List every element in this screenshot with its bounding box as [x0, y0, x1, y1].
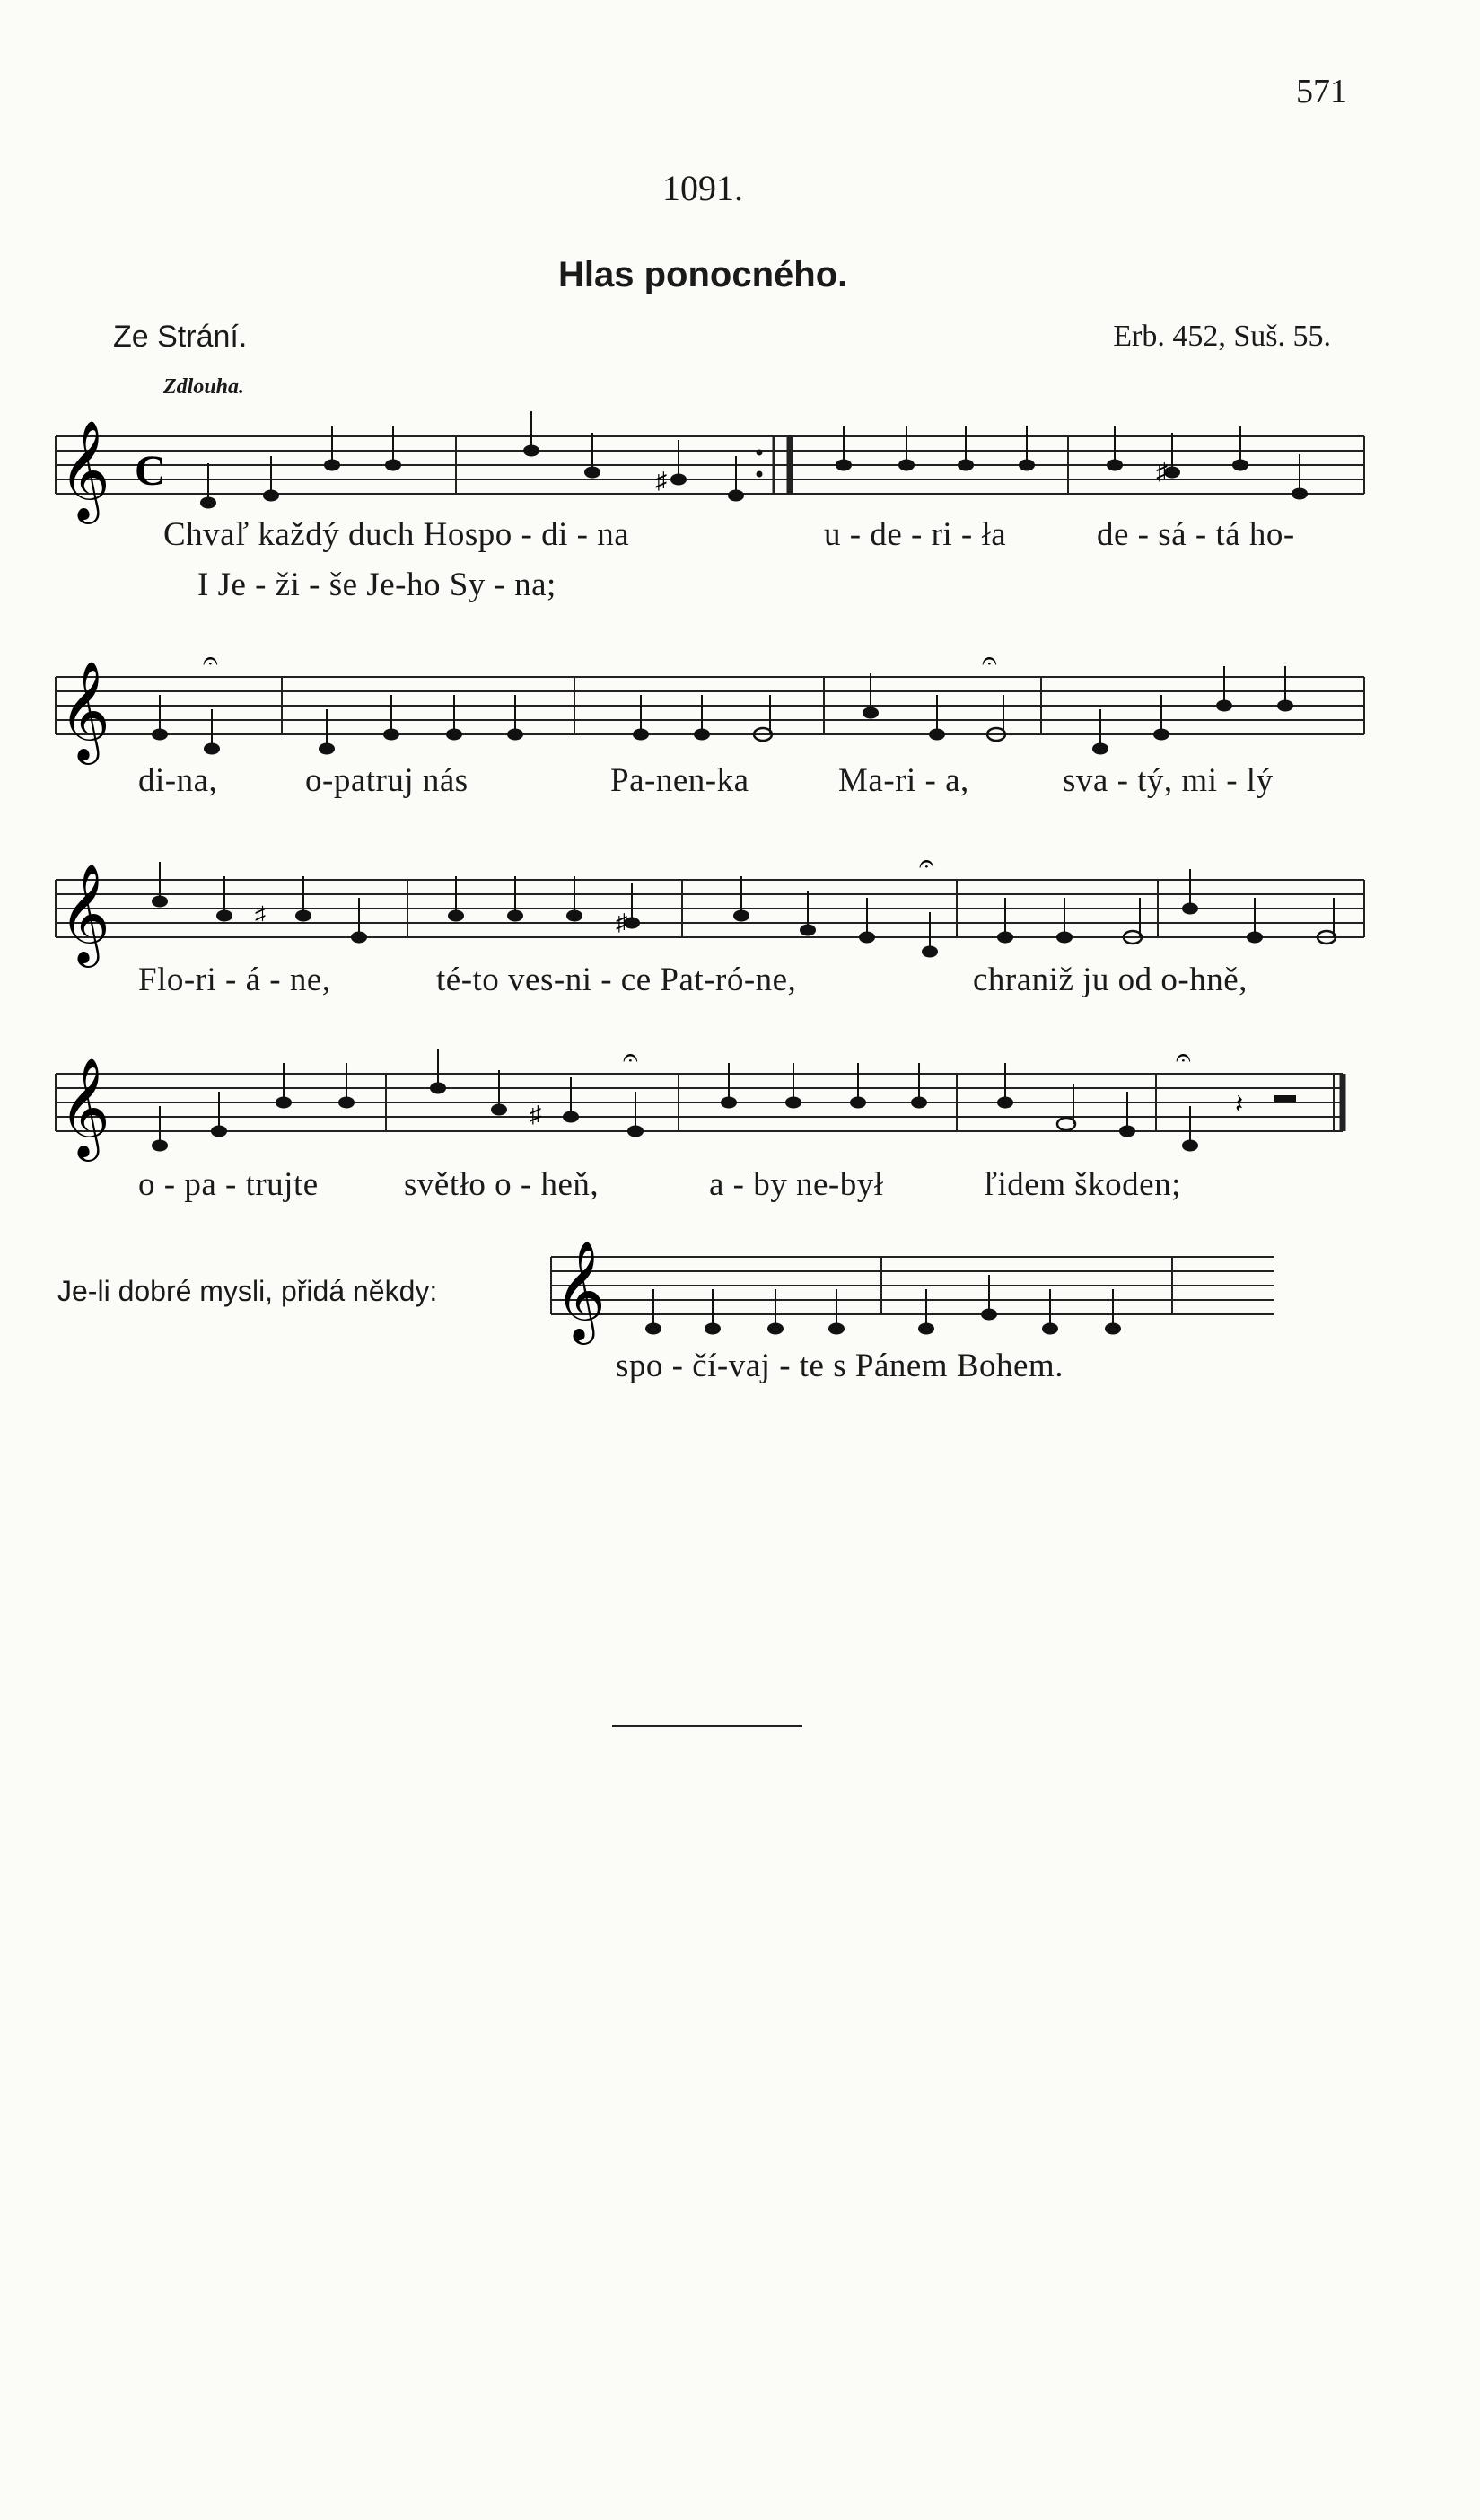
svg-text:♯: ♯ — [530, 1102, 541, 1128]
lyrics-line-3a: Flo-ri - á - ne, — [138, 961, 331, 998]
lyrics-line-1a: Chvaľ každý duch Hospo - di - na — [163, 516, 630, 553]
addendum-note: Je-li dobré mysli, přidá někdy: — [57, 1275, 438, 1307]
svg-text:C: C — [135, 447, 166, 495]
page-number: 571 — [1296, 73, 1347, 110]
lyrics-line-2d: Ma-ri - a, — [838, 762, 969, 799]
svg-text:♯: ♯ — [616, 909, 627, 935]
svg-text:𝄐: 𝄐 — [203, 646, 218, 676]
lyrics-line-2a: di-na, — [138, 762, 218, 799]
lyrics-line-2b: o-patruj nás — [305, 762, 469, 799]
svg-text:♯: ♯ — [255, 903, 266, 926]
svg-text:𝄐: 𝄐 — [919, 849, 934, 879]
lyrics-line-4b: světło o - heň, — [404, 1166, 600, 1203]
lyrics-line-4d: ľidem škoden; — [984, 1166, 1181, 1203]
song-number: 1091. — [662, 168, 743, 208]
lyrics-line-2c: Pa-nen-ka — [610, 762, 749, 799]
svg-text:𝄞: 𝄞 — [59, 419, 110, 520]
song-origin: Ze Strání. — [113, 320, 248, 354]
lyrics-line-1b: u - de - ri - ła — [824, 516, 1007, 553]
music-staff-addendum — [0, 1239, 1480, 1347]
svg-text:𝄞: 𝄞 — [59, 863, 110, 963]
song-title: Hlas ponocného. — [558, 255, 848, 294]
svg-text:𝄽: 𝄽 — [1235, 1090, 1244, 1120]
treble-clef-icon — [59, 419, 110, 524]
svg-text:𝄞: 𝄞 — [59, 1057, 110, 1157]
song-reference: Erb. 452, Suš. 55. — [1113, 320, 1331, 353]
svg-text:♯: ♯ — [655, 468, 667, 494]
svg-text:♯: ♯ — [1156, 459, 1168, 485]
svg-text:𝄐: 𝄐 — [982, 646, 997, 676]
lyrics-line-1-verse2: I Je - ži - še Je-ho Sy - na; — [197, 566, 556, 603]
svg-text:𝄞: 𝄞 — [59, 660, 110, 760]
addendum-lyrics: spo - čí-vaj - te s Pánem Bohem. — [616, 1348, 1064, 1384]
lyrics-line-3c: chraniž ju od o-hně, — [973, 961, 1248, 998]
lyrics-line-1c: de - sá - tá ho- — [1097, 516, 1295, 553]
lyrics-line-4c: a - by ne-był — [709, 1166, 884, 1203]
svg-text:𝄐: 𝄐 — [1176, 1043, 1191, 1073]
lyrics-line-4a: o - pa - trujte — [138, 1166, 319, 1203]
svg-text:𝄞: 𝄞 — [555, 1240, 606, 1340]
svg-text:𝄐: 𝄐 — [623, 1043, 638, 1073]
section-divider — [612, 1725, 802, 1727]
lyrics-line-2e: sva - tý, mi - lý — [1063, 762, 1274, 799]
music-staff-2 — [0, 646, 1480, 776]
lyrics-line-3b: té-to ves-ni - ce Pat-ró-ne, — [436, 961, 797, 998]
tempo-marking: Zdlouha. — [163, 375, 245, 399]
music-staff-4 — [0, 1043, 1480, 1172]
